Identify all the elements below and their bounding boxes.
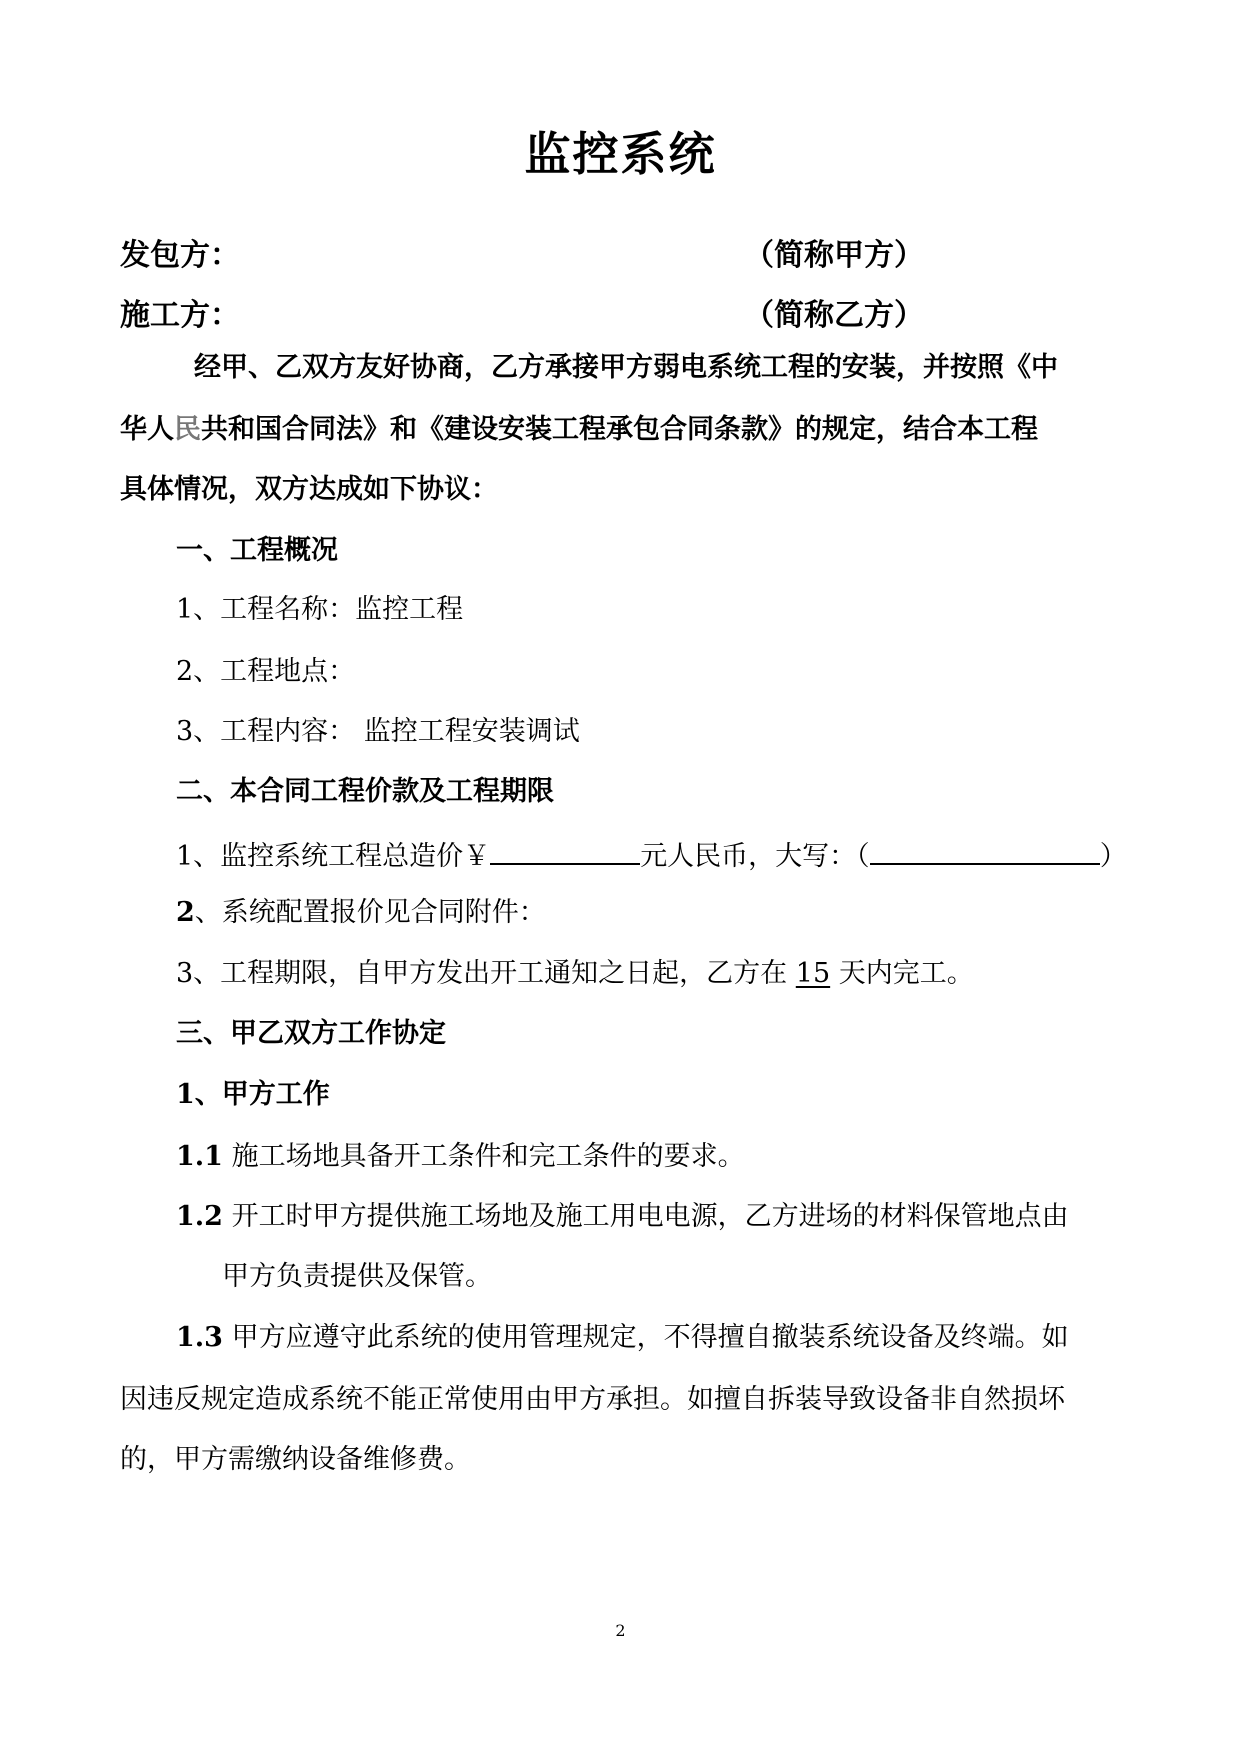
party-a-abbr: （简称甲方）: [744, 238, 924, 273]
price-blank: [490, 833, 640, 865]
uppercase-close: ）: [1099, 841, 1127, 872]
page-number: 2: [615, 1621, 626, 1640]
section-2-heading: 二、本合同工程价款及工程期限: [176, 776, 554, 807]
clause-1-2: [176, 1197, 1176, 1237]
section-2-item-3-a: 3、工程期限，自甲方发出开工通知之日起，乙方在: [176, 958, 788, 989]
document-title: 监控系统: [524, 127, 717, 181]
clause-1-3-text-a: 甲方应遵守此系统的使用管理规定，不得擅自撤装系统设备及终端。如: [231, 1322, 1069, 1353]
intro-line-2: [120, 410, 1120, 450]
intro-line-2-a: 华人: [120, 414, 174, 445]
section-1-item-1: 1、工程名称：监控工程: [176, 594, 464, 625]
party-a-row: [120, 230, 1130, 274]
section-2-item-1: [176, 833, 1176, 877]
section-1-item-2: 2、工程地点：: [176, 656, 356, 687]
clause-1-2-num: 1.2: [176, 1201, 223, 1232]
section-2-item-3: [176, 954, 1176, 994]
clause-1-2-text-a: 开工时甲方提供施工场地及施工用电电源，乙方进场的材料保管地点由: [231, 1201, 1069, 1232]
intro-line-2-c: 共和国合同法》和《建设安装工程承包合同条款》的规定，结合本工程: [201, 414, 1038, 445]
uppercase-label: 元人民币，大写：（: [640, 841, 870, 872]
party-b-label: 施工方：: [120, 298, 240, 333]
clause-1-3-cont-1: 因违反规定造成系统不能正常使用由甲方承担。如擅自拆装导致设备非自然损坏: [120, 1384, 1065, 1415]
section-2-item-3-b: 天内完工。: [838, 958, 974, 989]
duration-days: 15: [795, 958, 831, 989]
section-1-item-3: 3、工程内容： 监控工程安装调试: [176, 716, 580, 747]
party-a-label: 发包方：: [120, 238, 240, 273]
section-2-item-2: [176, 893, 1176, 933]
clause-1-3-num: 1.3: [176, 1322, 223, 1353]
clause-1-1-text: 施工场地具备开工条件和完工条件的要求。: [231, 1141, 745, 1172]
section-3-heading: 三、甲乙双方工作协定: [176, 1018, 446, 1049]
section-2-item-2-num: 2: [176, 897, 195, 928]
intro-line-3: 具体情况，双方达成如下协议：: [120, 474, 498, 505]
clause-1-3: [176, 1318, 1176, 1358]
intro-line-2-b: 民: [174, 414, 201, 445]
party-b-row: [120, 290, 1130, 334]
total-price-label: 1、监控系统工程总造价￥: [176, 841, 491, 872]
clause-1-3-cont-2: 的，甲方需缴纳设备维修费。: [120, 1444, 471, 1475]
intro-line-1: 经甲、乙双方友好协商，乙方承接甲方弱电系统工程的安装，并按照《中: [194, 352, 1058, 383]
party-b-abbr: （简称乙方）: [744, 298, 924, 333]
section-2-item-2-text: 、系统配置报价见合同附件：: [194, 897, 546, 928]
clause-1-2-cont: 甲方负责提供及保管。: [222, 1261, 492, 1292]
section-3-sub-1: 1、甲方工作: [176, 1079, 330, 1110]
clause-1-1-num: 1.1: [176, 1141, 223, 1172]
section-1-heading: 一、工程概况: [176, 535, 338, 566]
uppercase-blank: [870, 833, 1100, 865]
clause-1-1: [176, 1137, 1176, 1177]
